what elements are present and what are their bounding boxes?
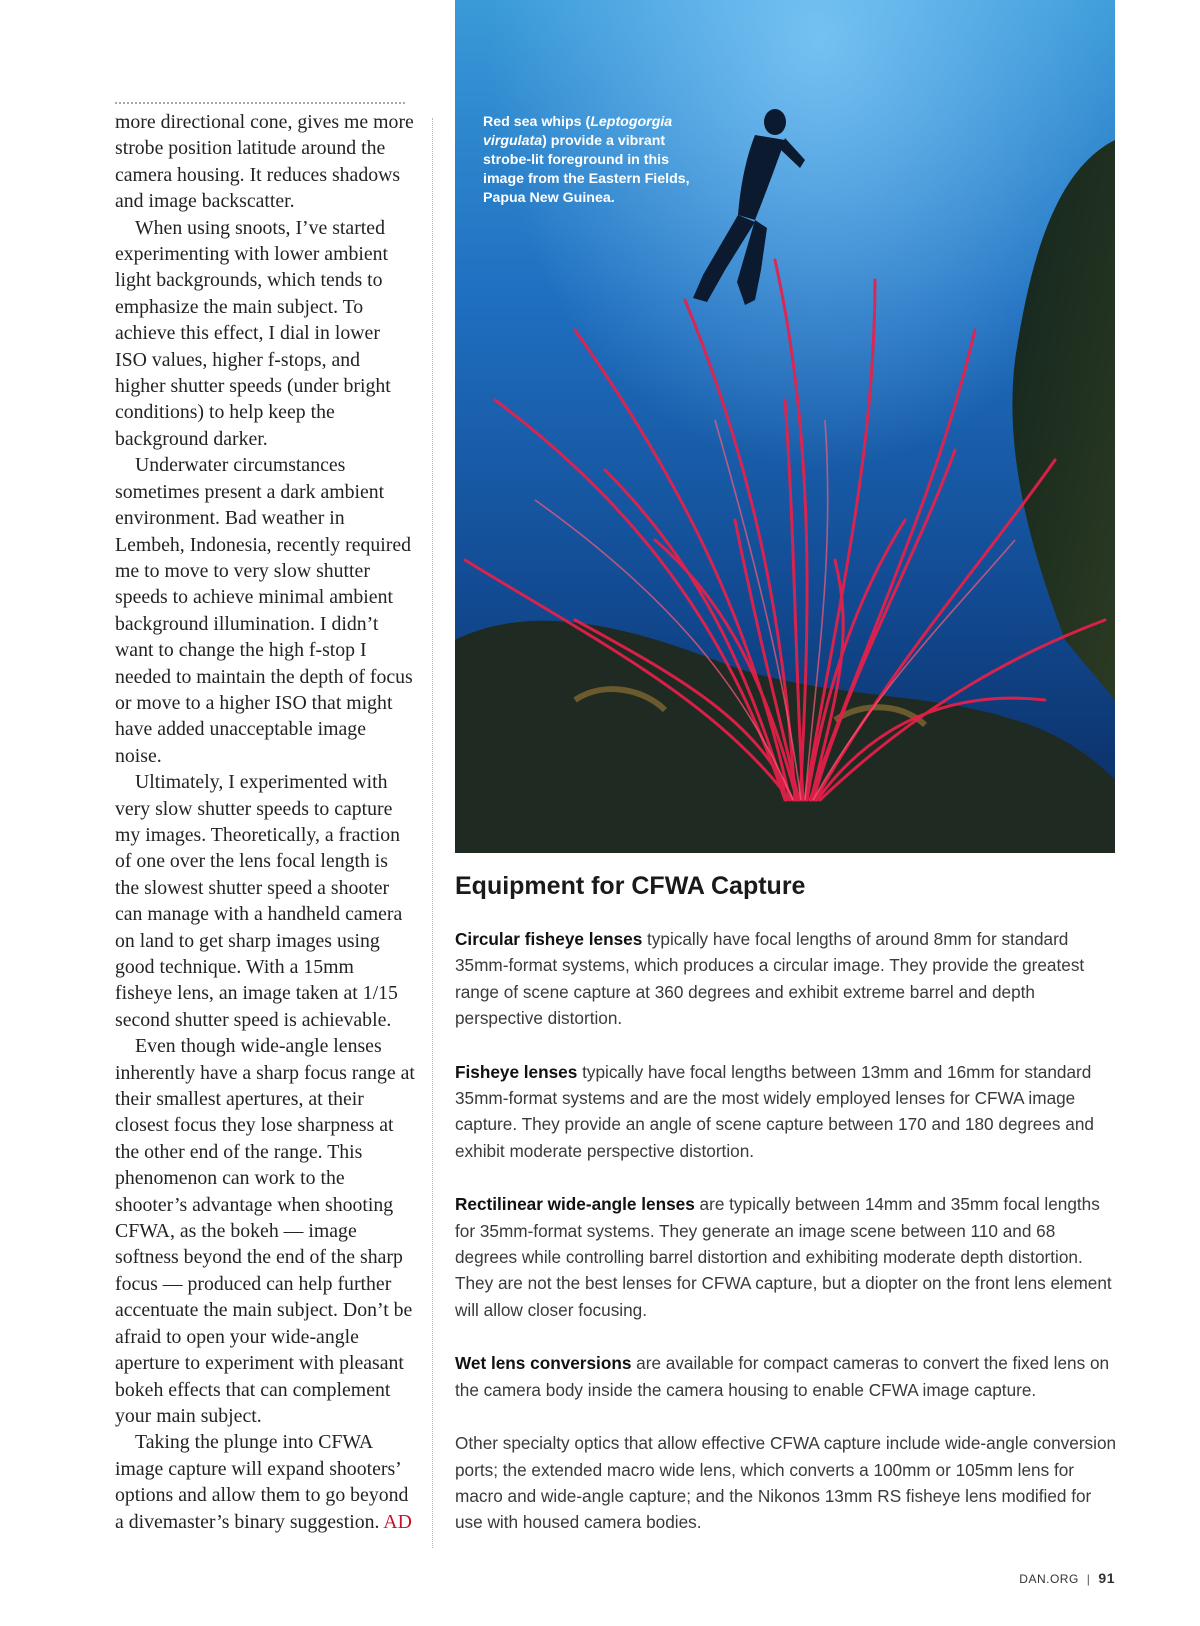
page-number: 91 bbox=[1098, 1570, 1115, 1586]
top-dotted-rule bbox=[115, 102, 405, 104]
body-paragraph: When using snoots, I’ve started experimenting with lower ambient light backgrounds, which tends to emphasize the main subject. To achieve this effect, I dial in lower ISO values, higher f-stops, and higher shutter speeds (under bright conditions) to help keep the background darker. bbox=[115, 216, 391, 450]
equipment-term: Rectilinear wide-angle lenses bbox=[455, 1194, 695, 1215]
site-url: DAN.ORG bbox=[1019, 1572, 1079, 1586]
equipment-term: Circular fisheye lenses bbox=[455, 929, 643, 949]
body-paragraph: Underwater circumstances sometimes present a dark ambient environment. Bad weather in Lembeh, Indonesia, recently required me to move to very slow shutter speeds to achieve minimal ambient background illumination. I didn’t want to change the high f-stop I needed to maintain the depth of focus or move to a higher ISO that might have added unacceptable image noise. bbox=[115, 454, 413, 767]
body-paragraph: Ultimately, I experimented with very slow shutter speeds to capture my images. Theoretically, a fraction of one over the lens focal length is the slowest shutter speed a shooter can manage with a handheld camera on land to get sharp images using good technique. With a 15mm fisheye lens, an image taken at 1/15 second shutter speed is achievable. bbox=[115, 771, 403, 1031]
footer-separator: | bbox=[1086, 1572, 1091, 1586]
caption-text-start: Red sea whips ( bbox=[483, 114, 591, 130]
equipment-item bbox=[455, 1350, 1120, 1403]
caption-species-name: Leptogorgia virgulata bbox=[483, 114, 673, 149]
page-footer bbox=[1019, 1570, 1115, 1586]
equipment-description: are typically between 14mm and 35mm focal lengths for 35mm-format systems. They generate an image scene between 110 and 68 degrees while controlling barrel distortion and exhibiting moderate depth distortion. They are not the best lenses for CFWA capture, but a diopter on the front lens element will allow closer focusing. bbox=[455, 1194, 1112, 1320]
equipment-description: typically have focal lengths between 13mm and 16mm for standard 35mm-format systems and are the most widely employed lenses for CFWA image capture. They provide an angle of scene capture between 170 and 180 degrees and exhibit moderate perspective distortion. bbox=[455, 1061, 1094, 1161]
body-paragraph-last bbox=[115, 1429, 415, 1535]
article-body-column bbox=[115, 109, 415, 1535]
equipment-term: Wet lens conversions bbox=[455, 1353, 632, 1374]
caption-text-end: ) provide a vibrant strobe-lit foreground in this image from the Eastern Fields, Papua New Guinea. bbox=[483, 133, 690, 206]
equipment-item bbox=[455, 1059, 1120, 1165]
end-mark: AD bbox=[383, 1510, 412, 1533]
body-paragraph-text: Taking the plunge into CFWA image capture will expand shooters’ options and allow them to go beyond a divemaster’s binary suggestion. bbox=[115, 1431, 409, 1533]
equipment-heading: Equipment for CFWA Capture bbox=[455, 872, 806, 900]
photo-caption bbox=[483, 113, 698, 208]
column-divider bbox=[432, 118, 433, 1548]
equipment-item bbox=[455, 1191, 1120, 1323]
equipment-sidebar bbox=[455, 870, 1120, 1563]
equipment-closing: Other specialty optics that allow effective CFWA capture include wide-angle conversion ports; the extended macro wide lens, which converts a 100mm or 105mm lens for macro and wide-angle capture; and the Nikonos 13mm RS fisheye lens modified for use with housed camera bodies. bbox=[455, 1433, 1117, 1533]
equipment-description: are available for compact cameras to convert the fixed lens on the camera body inside the camera housing to enable CFWA image capture. bbox=[455, 1353, 1110, 1400]
sea-whip-photo bbox=[455, 0, 1115, 853]
equipment-term: Fisheye lenses bbox=[455, 1061, 578, 1082]
equipment-description: typically have focal lengths of around 8mm for standard 35mm-format systems, which produces a circular image. They provide the greatest range of scene capture at 360 degrees and exhibit extreme barrel and depth perspective distortion. bbox=[455, 929, 1085, 1029]
body-paragraph: Even though wide-angle lenses inherently have a sharp focus range at their smallest apertures, at their closest focus they lose sharpness at the other end of the range. This phenomenon can work to the shooter’s advantage when shooting CFWA, as the bokeh — image softness beyond the end of the sharp focus — produced can help further accentuate the main subject. Don’t be afraid to open your wide-angle aperture to experiment with pleasant bokeh effects that can complement your main subject. bbox=[115, 1035, 415, 1427]
equipment-item bbox=[455, 926, 1120, 1032]
body-paragraph: more directional cone, gives me more strobe position latitude around the camera housing. It reduces shadows and image backscatter. bbox=[115, 111, 414, 213]
